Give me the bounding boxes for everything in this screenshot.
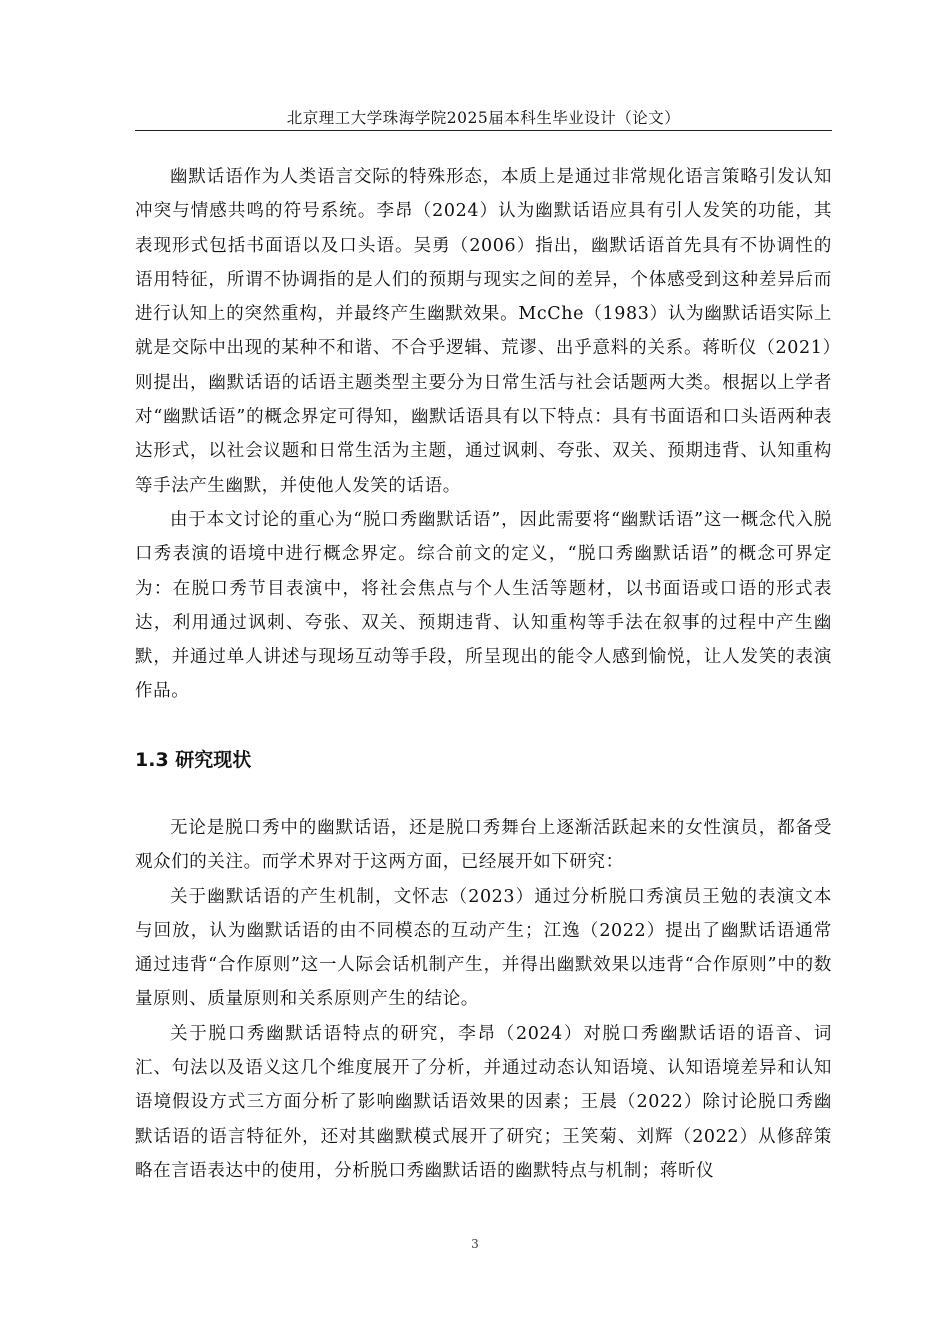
intro-text-block: [135, 160, 832, 709]
header-divider: [135, 130, 832, 131]
section-heading: 1.3 研究现状: [135, 749, 252, 771]
research-status-text-block: [135, 811, 832, 1188]
paragraph-humor-features: 关于脱口秀幽默话语特点的研究，李昂（2024）对脱口秀幽默话语的语音、词汇、句法以及语义这几个维度展开了分析，并通过动态认知语境、认知语境差异和认知语境假设方式三方面分析了影响幽默话语效果的因素；王晨（2022）除讨论脱口秀幽默话语的语言特征外，还对其幽默模式展开了研究；王笑菊、刘辉（2022）从修辞策略在言语表达中的使用，分析脱口秀幽默话语的幽默特点与机制；蒋昕仪: [135, 1023, 832, 1181]
running-header: 北京理工大学珠海学院2025届本科生毕业设计（论文）: [286, 109, 681, 127]
paragraph-humor-discourse-definition: 幽默话语作为人类语言交际的特殊形态，本质上是通过非常规化语言策略引发认知冲突与情感共鸣的符号系统。李昂（2024）认为幽默话语应具有引人发笑的功能，其表现形式包括书面语以及口头语。吴勇（2006）指出，幽默话语首先具有不协调性的语用特征，所谓不协调指的是人们的预期与现实之间的差异，个体感受到这种差异后而进行认知上的突然重构，并最终产生幽默效果。McChe（1983）认为幽默话语实际上就是交际中出现的某种不和谐、不合乎逻辑、荒谬、出乎意料的关系。蒋昕仪（2021）则提出，幽默话语的话语主题类型主要分为日常生活与社会话题两大类。根据以上学者对“幽默话语”的概念界定可得知，幽默话语具有以下特点：具有书面语和口头语两种表达形式，以社会议题和日常生活为主题，通过讽刺、夸张、双关、预期违背、认知重构等手法产生幽默，并使他人发笑的话语。: [135, 167, 832, 496]
paragraph-research-overview: 无论是脱口秀中的幽默话语，还是脱口秀舞台上逐渐活跃起来的女性演员，都备受观众们的关注。而学术界对于这两方面，已经展开如下研究：: [135, 818, 832, 873]
page-number: 3: [471, 1237, 479, 1251]
paragraph-humor-mechanism: 关于幽默话语的产生机制，文怀志（2023）通过分析脱口秀演员王勉的表演文本与回放，认为幽默话语的由不同模态的互动产生；江逸（2022）提出了幽默话语通常通过违背“合作原则”这一人际会话机制产生，并得出幽默效果以违背“合作原则”中的数量原则、质量原则和关系原则产生的结论。: [135, 886, 832, 1010]
paragraph-talkshow-humor-definition: 由于本文讨论的重心为“脱口秀幽默话语”，因此需要将“幽默话语”这一概念代入脱口秀表演的语境中进行概念界定。综合前文的定义，“脱口秀幽默话语”的概念可界定为：在脱口秀节目表演中，将社会焦点与个人生活等题材，以书面语或口语的形式表达，利用通过讽刺、夸张、双关、预期违背、认知重构等手法在叙事的过程中产生幽默，并通过单人讲述与现场互动等手段，所呈现出的能令人感到愉悦，让人发笑的表演作品。: [135, 509, 832, 702]
